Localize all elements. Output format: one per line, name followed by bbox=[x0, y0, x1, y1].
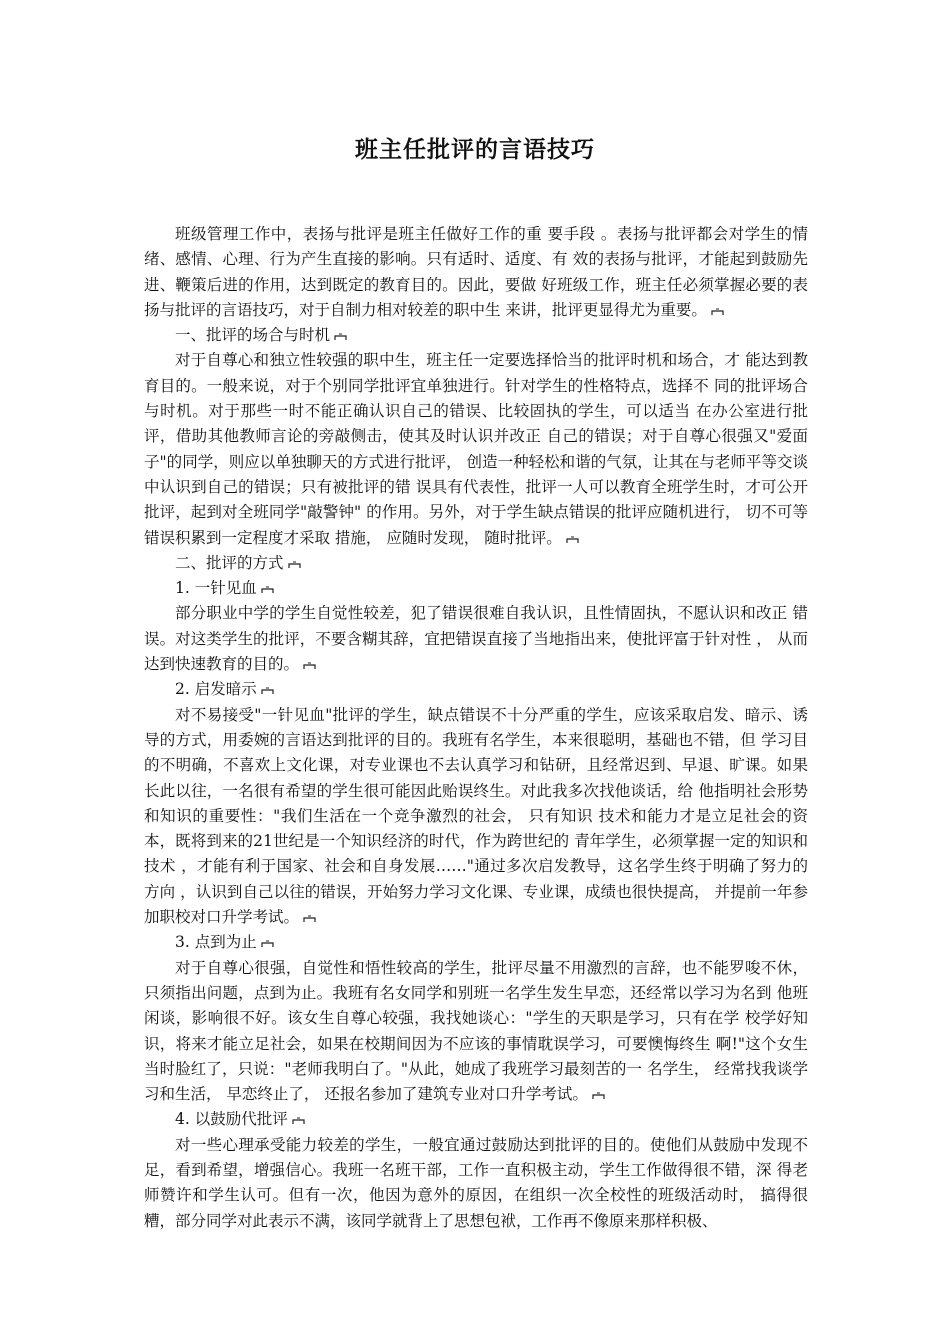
paragraph-encourage bbox=[144, 1133, 808, 1234]
subheading-hint bbox=[144, 677, 808, 702]
paragraph-text: 一、批评的场合与时机 bbox=[175, 326, 331, 345]
paragraph-text: 部分职业中学的学生自觉性较差，犯了错误很难自我认识，且性情固执，不愿认识和改正 错误。对这类学生的批评，不要含糊其辞，宜把错误直接了当地指出来，使批评富于针对性 ， 从而达到快速教育的目的。 bbox=[144, 604, 808, 674]
paragraph-mark-icon bbox=[261, 585, 274, 594]
paragraph-mark-icon bbox=[566, 535, 579, 544]
paragraph-mark-icon bbox=[261, 939, 274, 948]
paragraph-text: 对不易接受"一针见血"批评的学生，缺点错误不十分严重的学生，应该采取启发、暗示、诱导的方式，用委婉的言语达到批评的目的。我班有名学生，本来很聪明，基础也不错，但 学习目的不明确，不喜欢上文化课，对专业课也不去认真学习和钻研，且经常迟到、早退、旷课。如果长此以往，一名很有希望的学生很可能因此贻误终生。对此我多次找他谈话，给 他指明社会形势和知识的重要性："我们生活在一个竞争激烈的社会， 只有知识 技术和能力才是立足社会的资本，既将到来的21世纪是一个知识经济的时代，作为跨世纪的 青年学生，必须掌握一定的知识和技术 ，才能有利于国家、社会和自身发展……"通过多次启发教导，这名学生终于明确了努力的 方向 ，认识到自己以往的错误，开始努力学习文化课、专业课，成绩也很快提高， 并提前一年参 加职校对口升学考试。 bbox=[144, 705, 808, 927]
subheading-direct bbox=[144, 576, 808, 601]
document-body bbox=[144, 222, 808, 1234]
paragraph-text: 班级管理工作中，表扬与批评是班主任做好工作的重 要手段 。表扬与批评都会对学生的情绪、感情、心理、行为产生直接的影响。只有适时、适度、有 效的表扬与批评，才能起到鼓励先进、鞭策后进的作用，达到既定的教育目的。因此，要做 好班级工作，班主任必须掌握必要的表扬与批评的言语技巧，对于自制力相对较差的职中生 来讲，批评更显得尤为重要。 bbox=[144, 225, 808, 319]
paragraph-text: 4. 以鼓励代批评 bbox=[175, 1110, 288, 1129]
paragraph-intro bbox=[144, 222, 808, 323]
paragraph-mark-icon bbox=[288, 560, 301, 569]
paragraph-mark-icon bbox=[592, 1091, 605, 1100]
paragraph-direct bbox=[144, 601, 808, 677]
paragraph-text: 对于自尊心很强，自觉性和悟性较高的学生，批评尽量不用激烈的言辞，也不能罗唆不休， 只须指出问题，点到为止。我班有名女同学和别班一名学生发生早恋，还经常以学习为名到 他班闲谈，影响很不好。该女生自尊心较强，我找她谈心："学生的天职是学习，只有在学 校学好知识，将来才能立足社会，如果在校期间因为不应该的事情耽误学习，可要懊悔终生 啊!"这个女生当时脸红了，只说："老师我明白了。"从此，她成了我班学习最刻苦的一 名学生， 经常找我谈学习和生活， 早恋终止了， 还报名参加了建筑专业对口升学考试。 bbox=[144, 958, 808, 1104]
paragraph-mark-icon bbox=[261, 686, 274, 695]
subheading-encourage bbox=[144, 1107, 808, 1132]
subheading-point bbox=[144, 930, 808, 955]
paragraph-mark-icon bbox=[334, 332, 347, 341]
paragraph-occasion-timing bbox=[144, 348, 808, 550]
paragraph-mark-icon bbox=[303, 914, 316, 923]
document-title: 班主任批评的言语技巧 bbox=[355, 136, 595, 163]
heading-methods bbox=[144, 551, 808, 576]
paragraph-text: 2. 启发暗示 bbox=[175, 680, 257, 699]
heading-occasion-timing bbox=[144, 323, 808, 348]
paragraph-hint bbox=[144, 703, 808, 931]
paragraph-mark-icon bbox=[711, 307, 724, 316]
paragraph-mark-icon bbox=[303, 661, 316, 670]
paragraph-text: 3. 点到为止 bbox=[175, 933, 257, 952]
paragraph-text: 二、批评的方式 bbox=[175, 553, 284, 572]
paragraph-point bbox=[144, 956, 808, 1108]
paragraph-text: 对一些心理承受能力较差的学生，一般宜通过鼓励达到批评的目的。使他们从鼓励中发现不 足，看到希望，增强信心。我班一名班干部，工作一直积极主动，学生工作做得很不错，深 得老师赞许和学生认可。但有一次，他因为意外的原因，在组织一次全校性的班级活动时， 搞得很糟，部分同学对此表示不满，该同学就背上了思想包袱，工作再不像原来那样积极、 bbox=[144, 1135, 808, 1230]
paragraph-text: 对于自尊心和独立性较强的职中生，班主任一定要选择恰当的批评时机和场合，才 能达到教育目的。一般来说，对于个别同学批评宜单独进行。针对学生的性格特点，选择不 同的批评场合与时机。对于那些一时不能正确认识自己的错误、比较固执的学生，可以适当 在办公室进行批评，借助其他教师言论的旁敲侧击，使其及时认识并改正 自己的错误；对于自尊心很强又"爱面子"的同学，则应以单独聊天的方式进行批评， 创造一种轻松和谐的气氛，让其在与老师平等交谈中认识到自己的错误；只有被批评的错 误具有代表性，批评一人可以教育全班学生时，才可公开批评，起到对全班同学"敲警钟" 的作用。另外，对于学生缺点错误的批评应随机进行， 切不可等错误积累到一定程度才采取 措施， 应随时发现， 随时批评。 bbox=[144, 351, 808, 547]
paragraph-mark-icon bbox=[292, 1116, 305, 1125]
paragraph-text: 1. 一针见血 bbox=[175, 579, 257, 598]
